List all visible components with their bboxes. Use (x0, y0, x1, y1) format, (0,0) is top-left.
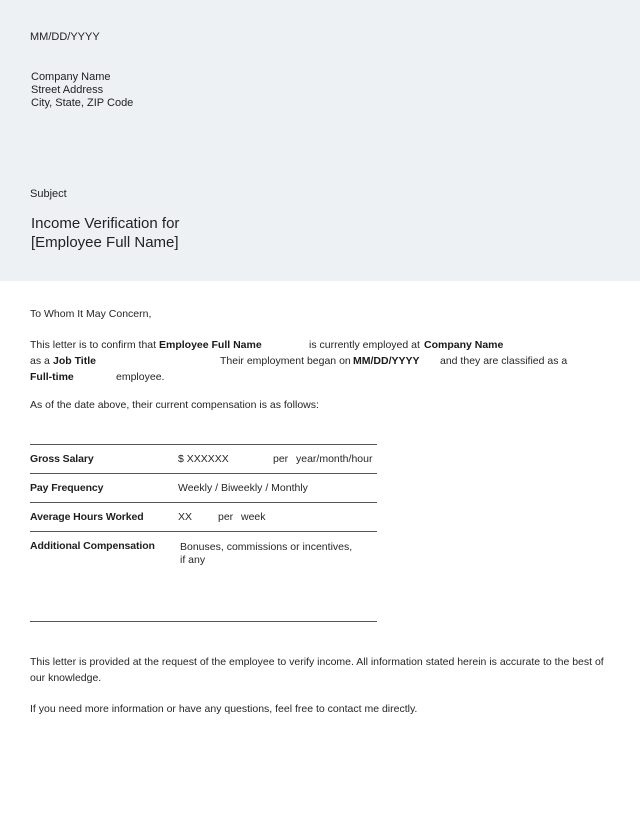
average-hours-value: XX (178, 511, 193, 523)
employee-name-field: Employee Full Name (159, 339, 262, 351)
subject-line-2: [Employee Full Name] (31, 234, 179, 251)
start-date-field: MM/DD/YYYY (353, 355, 420, 367)
table-rule (30, 531, 377, 532)
company-name-field: Company Name (424, 339, 504, 351)
confirm-text-4: Their employment began on (220, 355, 351, 367)
table-rule (30, 444, 377, 445)
confirm-text-5: and they are classified as a (440, 355, 568, 367)
subject-label: Subject (30, 188, 67, 200)
compensation-intro: As of the date above, their current compensation is as follows: (30, 399, 319, 411)
pay-frequency-value: Weekly / Biweekly / Monthly (178, 482, 308, 494)
classification-field: Full-time (30, 371, 74, 383)
gross-salary-label: Gross Salary (30, 453, 94, 465)
confirm-text-2: is currently employed at (309, 339, 420, 351)
pay-frequency-label: Pay Frequency (30, 482, 104, 494)
confirm-text-3: as a (30, 355, 50, 367)
contact-paragraph: If you need more information or have any questions, feel free to contact me directly. (30, 703, 418, 715)
subject-title (31, 214, 179, 252)
closing-paragraph: This letter is provided at the request of the employee to verify income. All information stated herein is accurate to the best of our knowledge. (30, 656, 604, 684)
subject-line-1: Income Verification for (31, 215, 180, 232)
confirm-text-6: employee. (116, 371, 165, 383)
average-hours-unit: week (241, 511, 266, 523)
recipient-company: Company Name (31, 71, 111, 83)
table-rule (30, 473, 377, 474)
average-hours-per: per (218, 511, 234, 523)
gross-salary-value: $ XXXXXX (178, 453, 229, 465)
additional-compensation-line-1: Bonuses, commissions or incentives, (180, 541, 353, 553)
recipient-city: City, State, ZIP Code (31, 97, 134, 109)
table-rule (30, 502, 377, 503)
recipient-address (31, 71, 133, 110)
gross-salary-unit: year/month/hour (296, 453, 373, 465)
greeting: To Whom It May Concern, (30, 308, 152, 320)
recipient-street: Street Address (31, 84, 104, 96)
confirm-text-1: This letter is to confirm that (30, 339, 157, 351)
letter-date: MM/DD/YYYY (30, 31, 100, 43)
additional-compensation-value (180, 541, 352, 567)
additional-compensation-label: Additional Compensation (30, 540, 155, 552)
gross-salary-per: per (273, 453, 289, 465)
average-hours-label: Average Hours Worked (30, 511, 144, 523)
table-rule (30, 621, 377, 622)
additional-compensation-line-2: if any (180, 554, 206, 566)
job-title-field: Job Title (53, 355, 96, 367)
